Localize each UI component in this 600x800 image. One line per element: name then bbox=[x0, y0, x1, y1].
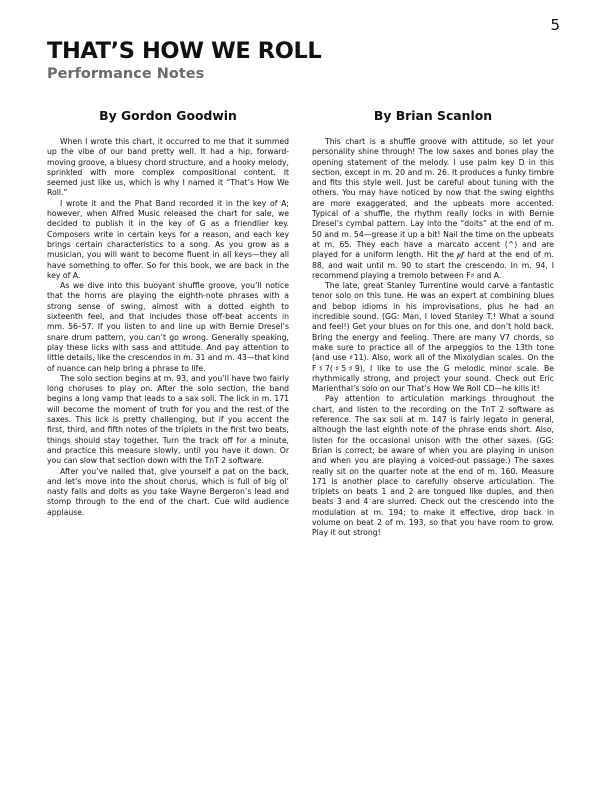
left-author-byline: By Gordon Goodwin bbox=[99, 108, 237, 123]
page-subtitle: Performance Notes bbox=[47, 66, 205, 82]
left-paragraph-4: The solo section begins at m. 93, and you’ll have two fairly long choruses to play on. After the solo section, the band begins a long vamp that leads to a sax soli. The lick in m. 171 will become the moment of truth for you and the rest of the saxes. This lick is pretty challenging, but if you accent the first, third, and fifth notes of the triplets in the first two beats, things should stay together. Turn the track off for a minute, and practice this measure slowly, until you have it down. Or you can slow that section down with the TnT 2 software. bbox=[47, 373, 289, 466]
left-paragraph-2: I wrote it and the Phat Band recorded it in the key of A; however, when Alfred Music released the chart for sale, we decided to publish it in the key of G as a friendlier key. Composers write in certain keys for a reason, and each key brings certain characteristics to a song. As you grow as a musician, you will want to become fluent in all keys—they all have something to offer. So for this book, we are back in the key of A. bbox=[47, 198, 289, 280]
right-paragraph-3: Pay attention to articulation markings throughout the chart, and listen to the recording on the TnT 2 software as reference. The sax soli at m. 147 is fairly legato in general, although the last eighth note of the phrase ends short. Also, listen for the occasional unison with the other saxes. (GG: Brian is correct; be aware of when you are playing in unison and when you are playing a voiced-out passage.) The saxes really sit on the quarter note at the end of m. 160. Measure 171 is another place to carefully observe articulation. The triplets on beats 1 and 2 are tongued like duples, and then beats 3 and 4 are slurred. Check out the crescendo into the modulation at m. 194; to make it effective, drop back in volume on beat 2 of m. 193, so that you have room to grow. Play it out strong! bbox=[312, 394, 554, 538]
right-column bbox=[312, 108, 554, 539]
page-title: THAT’S HOW WE ROLL bbox=[47, 38, 322, 64]
right-author-byline: By Brian Scanlon bbox=[373, 108, 493, 123]
left-column bbox=[47, 108, 289, 518]
right-paragraph-2: The late, great Stanley Turrentine would carve a fantastic tenor solo on this tune. He was an expert at combining blues and bebop idioms in his improvisations, plus he had an incredible sound. (GG: Man, I loved Stanley T.! What a sound and feel!) Get your blues on for this one, and don’t hold back. Bring the energy and feeling. There are many V7 chords, so make sure to practice all of the arpeggios to the 13th tone (and use ♯11). Also, work all of the Mixolydian scales. On the F♯7(♯5♯9), I like to use the G melodic minor scale. Be rhythmically strong, and project your sound. Check out Eric Marienthal’s solo on our That’s How We Roll CD—he kills it! bbox=[312, 281, 554, 394]
left-paragraph-5: After you’ve nailed that, give yourself a pat on the back, and let’s move into the shout chorus, which is full of big ol’ nasty falls and doits as you take Wayne Bergeron’s lead and stomp through to the end of the chart. Cue wild audience applause. bbox=[47, 466, 289, 517]
left-paragraph-1: When I wrote this chart, it occurred to me that it summed up the vibe of our band pretty well. It had a hip, forward-moving groove, a bluesy chord structure, and a hooky melody, sprinkled with more complex compositional content. It seemed just like us, which is why I named it “That’s How We Roll.” bbox=[47, 137, 289, 198]
left-paragraph-3: As we dive into this buoyant shuffle groove, you’ll notice that the horns are playing the eighth-note phrases with a strong sense of swing, almost with a dotted eighth to sixteenth feel, and that includes those off-beat accents in mm. 56–57. If you listen to and line up with Bernie Dresel’s snare drum pattern, you can’t go wrong. Generally speaking, play these licks with sass and attitude. And pay attention to little details, like the crescendos in m. 31 and m. 43—that kind of nuance can help bring a phrase to life. bbox=[47, 281, 289, 373]
page-number: 5 bbox=[550, 16, 560, 34]
right-paragraph-1: This chart is a shuffle groove with attitude, so let your personality shine through! The low saxes and bones play the opening statement of the melody. I use palm key D in this section, except in m. 20 and m. 26. It produces a funky timbre and fits this style well. Just be careful about tuning with the others. You may have noticed by now that the swing eighths are more exaggerated, and the upbeats more accented. Typical of a shuffle, the rhythm really locks in with Bernie Dresel’s cymbal pattern. Lay into the “doits” at the end of m. 50 and m. 54—grease it up a bit! Nail the time on the upbeats at m. 65. They each have a marcato accent (^) and are played for a uniform length. Hit the 𝆏𝆑 hard at the end of m. 88, and wait until m. 90 to start the crescendo. In m. 94, I recommend playing a tremolo between F♯ and A. bbox=[312, 137, 554, 280]
